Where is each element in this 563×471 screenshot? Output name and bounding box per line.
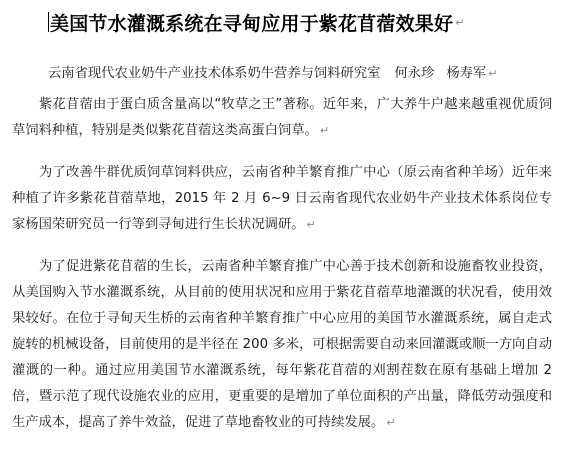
body-paragraph[interactable]: [12, 92, 552, 144]
document-title[interactable]: 美国节水灌溉系统在寻甸应用于紫花苜蓿效果好: [50, 12, 454, 35]
title-row: [48, 10, 464, 34]
paragraph-mark-icon: ↵: [386, 416, 396, 429]
author-name[interactable]: 何永珍: [394, 66, 435, 81]
body-paragraph[interactable]: [12, 160, 552, 238]
body-paragraph[interactable]: [12, 254, 552, 436]
author-organization[interactable]: 云南省现代农业奶牛产业技术体系奶牛营养与饲料研究室: [48, 66, 381, 81]
paragraph-text: 为了促进紫花苜蓿的生长，云南省种羊繁育推广中心善于技术创新和设施畜牧业投资，从美国购入节水灌溉系统，从目前的使用状况和应用于紫花苜蓿草地灌溉的状况看，使用效果较好。在位于寻甸天生桥的云南省种羊繁育推广中心应用的美国节水灌溉系统，属自走式旋转的机械设备，目前使用的是半径在 200 多米，可根据需要自动来回灌溉或顺一方向自动灌溉的一种。通过应用美国节水灌溉系统，每年紫花苜蓿的刈割茬数在原有基础上增加 2 倍，暨示范了现代设施农业的应用，更重要的是增加了单位面积的产出量，降低劳动强度和生产成本，提高了养牛效益，促进了草地畜牧业的可持续发展。: [12, 259, 552, 430]
author-line: [48, 62, 497, 81]
paragraph-text: 紫花苜蓿由于蛋白质含量高以“牧草之王”著称。近年来，广大养牛户越来越重视优质饲草饲料种植，特别是类似紫花苜蓿这类高蛋白饲草。: [12, 97, 552, 138]
paragraph-mark-icon: ↵: [319, 124, 330, 137]
text-cursor: [48, 12, 49, 32]
paragraph-mark-icon: ↵: [488, 67, 498, 80]
author-name[interactable]: 杨寿军: [446, 66, 487, 81]
paragraph-mark-icon: ↵: [455, 15, 465, 29]
paragraph-mark-icon: ↵: [306, 218, 316, 231]
paragraph-text: 为了改善牛群优质饲草饲料供应，云南省种羊繁育推广中心（原云南省种羊场）近年来种植了许多紫花苜蓿草地，2015 年 2 月 6~9 日云南省现代农业奶牛产业技术体系岗位专家杨国荣研究员一行等到寻甸进行生长状况调研。: [12, 165, 552, 232]
